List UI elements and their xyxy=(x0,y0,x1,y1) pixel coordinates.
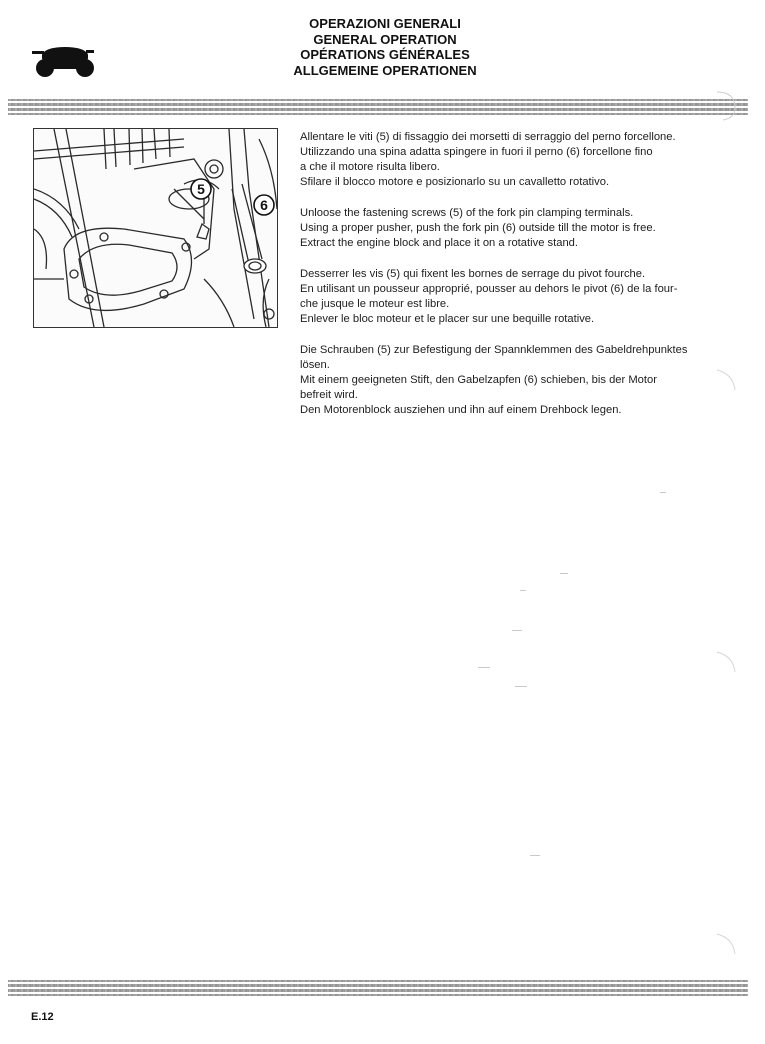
title-english: GENERAL OPERATION xyxy=(313,31,457,47)
paragraph-english xyxy=(300,206,688,251)
text-line: Die Schrauben (5) zur Befestigung der Spannklemmen des Gabeldrehpunktes xyxy=(300,344,688,356)
callout-5 xyxy=(189,177,213,201)
text-line: Using a proper pusher, push the fork pin (6) outside till the motor is free. xyxy=(300,222,656,234)
callout-5-label: 5 xyxy=(197,181,205,197)
text-line: befreit wird. xyxy=(300,389,358,401)
text-line: Extract the engine block and place it on a rotative stand. xyxy=(300,237,578,249)
header-rule xyxy=(8,99,748,116)
text-line: Desserrer les vis (5) qui fixent les bornes de serrage du pivot fourche. xyxy=(300,268,646,280)
callout-6-label: 6 xyxy=(260,197,268,213)
title-italian: OPERAZIONI GENERALI xyxy=(309,16,461,31)
text-line: Enlever le bloc moteur et le placer sur une bequille rotative. xyxy=(300,313,595,325)
page-header-titles xyxy=(250,16,520,78)
paragraph-german xyxy=(300,343,688,418)
text-line: a che il motore risulta libero. xyxy=(300,161,440,173)
text-line: Allentare le viti (5) di fissaggio dei morsetti di serraggio del perno forcellone. xyxy=(300,131,676,143)
binder-hole-mark xyxy=(715,930,739,960)
callout-6 xyxy=(252,193,276,217)
binder-hole-mark xyxy=(715,88,739,122)
page-number: E.12 xyxy=(31,1011,54,1023)
engine-drawing xyxy=(34,129,277,327)
text-line: Sfilare il blocco motore e posizionarlo su un cavalletto rotativo. xyxy=(300,176,610,188)
text-line: En utilisant un pousseur approprié, pousser au dehors le pivot (6) de la four- xyxy=(300,283,678,295)
text-line: Unloose the fastening screws (5) of the fork pin clamping terminals. xyxy=(300,207,634,219)
binder-hole-mark xyxy=(715,648,739,678)
text-line: che jusque le moteur est libre. xyxy=(300,298,450,310)
text-line: Mit einem geeigneten Stift, den Gabelzapfen (6) schieben, bis der Motor xyxy=(300,374,657,386)
footer-rule xyxy=(8,980,748,996)
text-line: lösen. xyxy=(300,359,330,371)
engine-illustration xyxy=(33,128,278,328)
text-line: Utilizzando una spina adatta spingere in fuori il perno (6) forcellone fino xyxy=(300,146,653,158)
motorcycle-icon xyxy=(30,44,100,78)
instructions-text xyxy=(300,130,688,434)
binder-hole-mark xyxy=(715,366,739,396)
paragraph-italian xyxy=(300,130,688,190)
text-line: Den Motorenblock ausziehen und ihn auf einem Drehbock legen. xyxy=(300,404,622,416)
paragraph-french xyxy=(300,267,688,327)
title-german: ALLGEMEINE OPERATIONEN xyxy=(293,62,477,78)
title-french: OPÉRATIONS GÉNÉRALES xyxy=(300,47,470,62)
